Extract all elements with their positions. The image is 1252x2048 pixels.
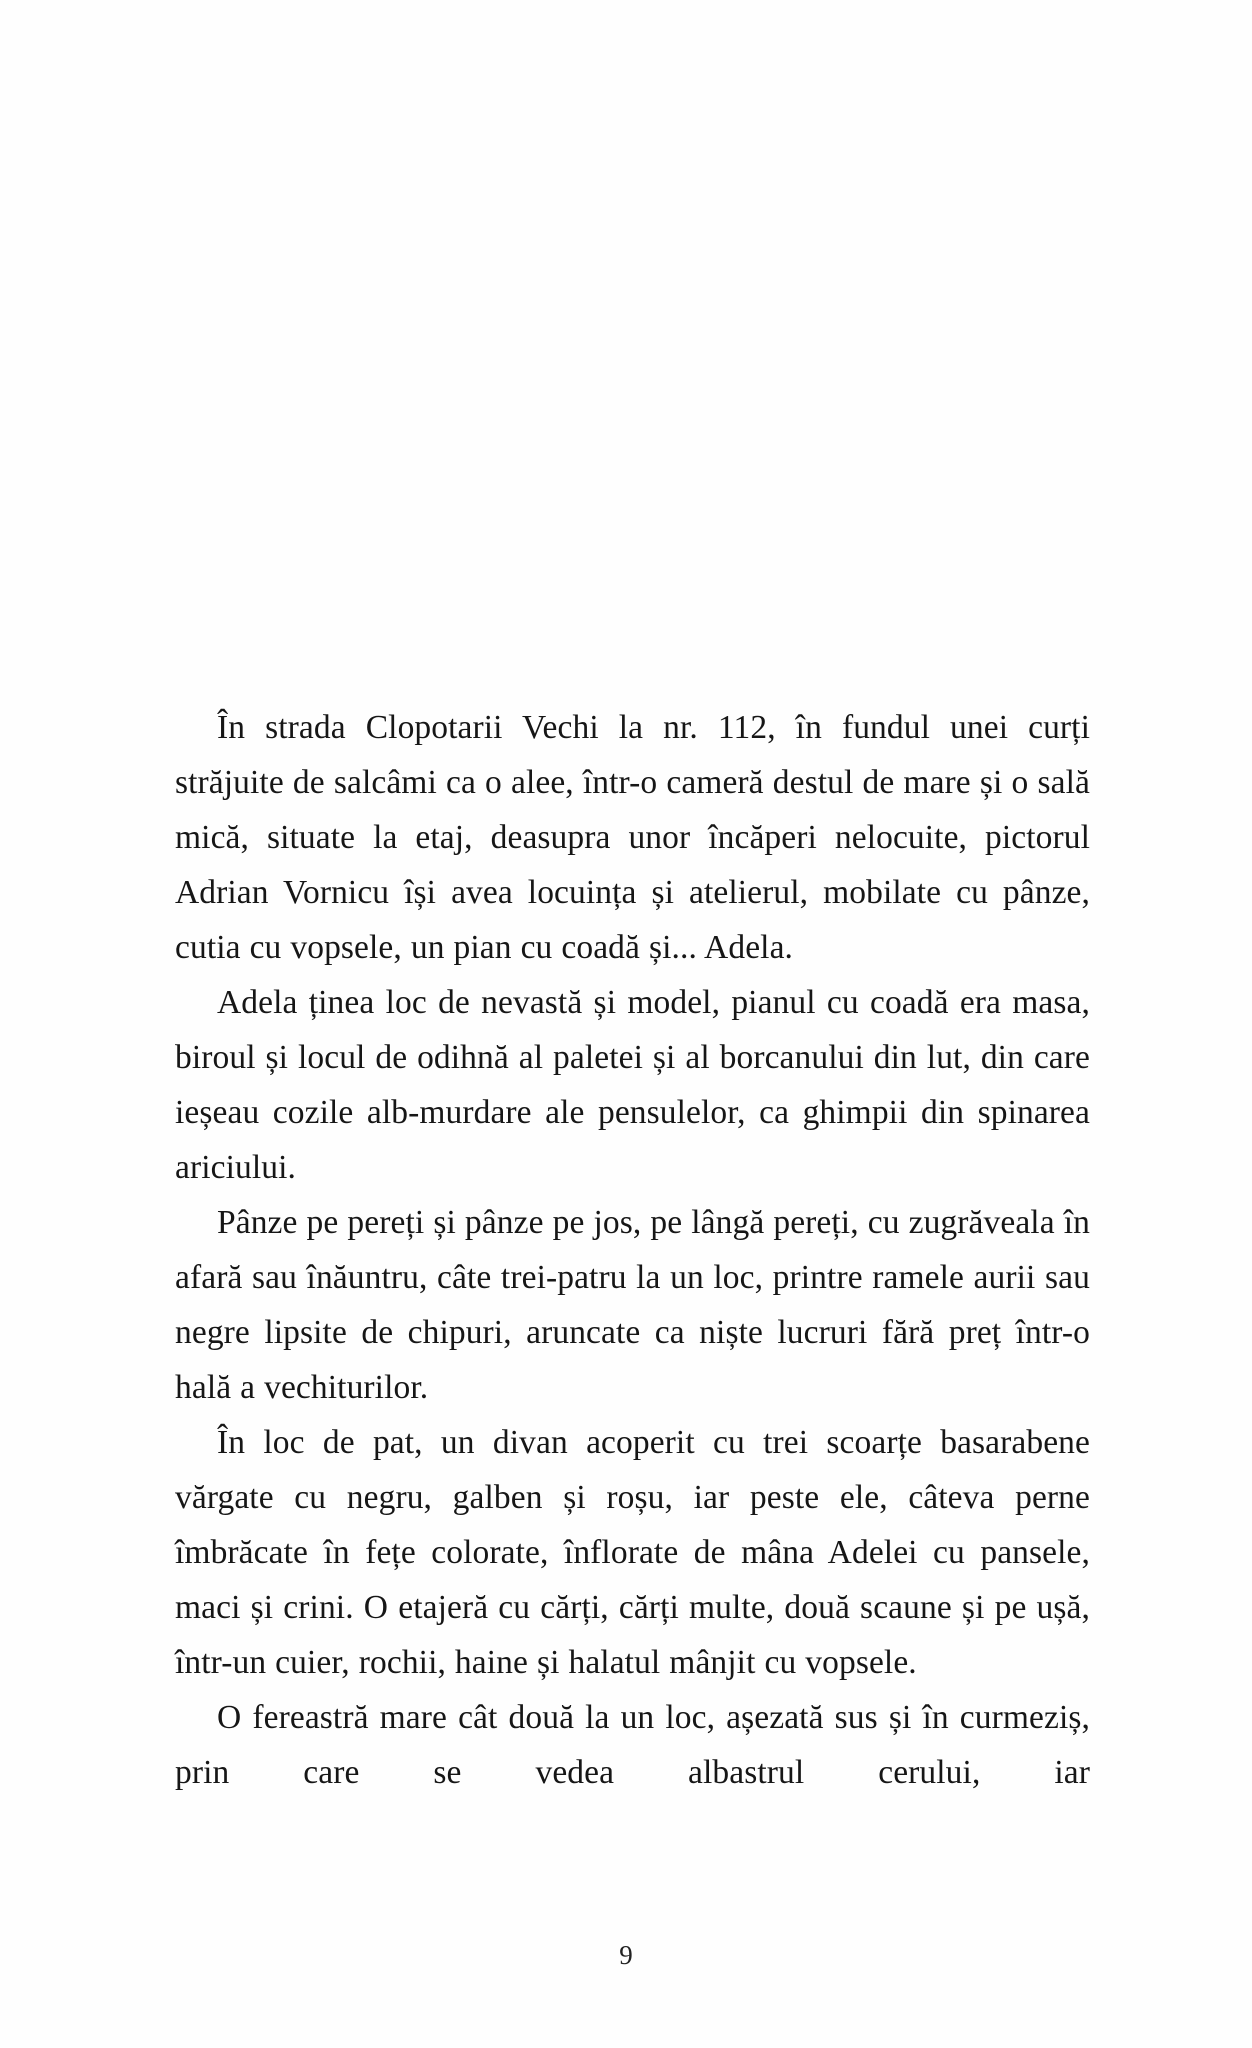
paragraph-2: Adela ținea loc de nevastă și model, pianul cu coadă era masa, biroul și locul de odihnă al paletei și al borcanului din lut, din care ieșeau cozile alb-murdare ale pensulelor, ca ghimpii din spinarea ariciului. bbox=[175, 984, 1090, 1186]
paragraph-5: O fereastră mare cât două la un loc, așezată sus și în curmeziș, prin care se vedea albastrul cerului, iar bbox=[175, 1699, 1090, 1791]
paragraph-1: În strada Clopotarii Vechi la nr. 112, în fundul unei curți străjuite de salcâmi ca o alee, într-o cameră destul de mare și o sală mică, situate la etaj, deasupra unor încăperi nelocuite, pictorul Adrian Vornicu își avea locuința și atelierul, mobilate cu pânze, cutia cu vopsele, un pian cu coadă și... Adela. bbox=[175, 709, 1090, 966]
page-number: 9 bbox=[619, 1940, 633, 1970]
page-text-block bbox=[175, 700, 1090, 1800]
paragraph-4: În loc de pat, un divan acoperit cu trei scoarțe basarabene vărgate cu negru, galben și roșu, iar peste ele, câteva perne îmbrăcate în fețe colorate, înflorate de mâna Adelei cu pansele, maci și crini. O etajeră cu cărți, cărți multe, două scaune și pe ușă, într-un cuier, rochii, haine și halatul mânjit cu vopsele. bbox=[175, 1424, 1090, 1681]
paragraph-3: Pânze pe pereți și pânze pe jos, pe lângă pereți, cu zugrăveala în afară sau înăuntru, câte trei-patru la un loc, printre ramele aurii sau negre lipsite de chipuri, aruncate ca niște lucruri fără preț într-o hală a vechiturilor. bbox=[175, 1204, 1090, 1406]
